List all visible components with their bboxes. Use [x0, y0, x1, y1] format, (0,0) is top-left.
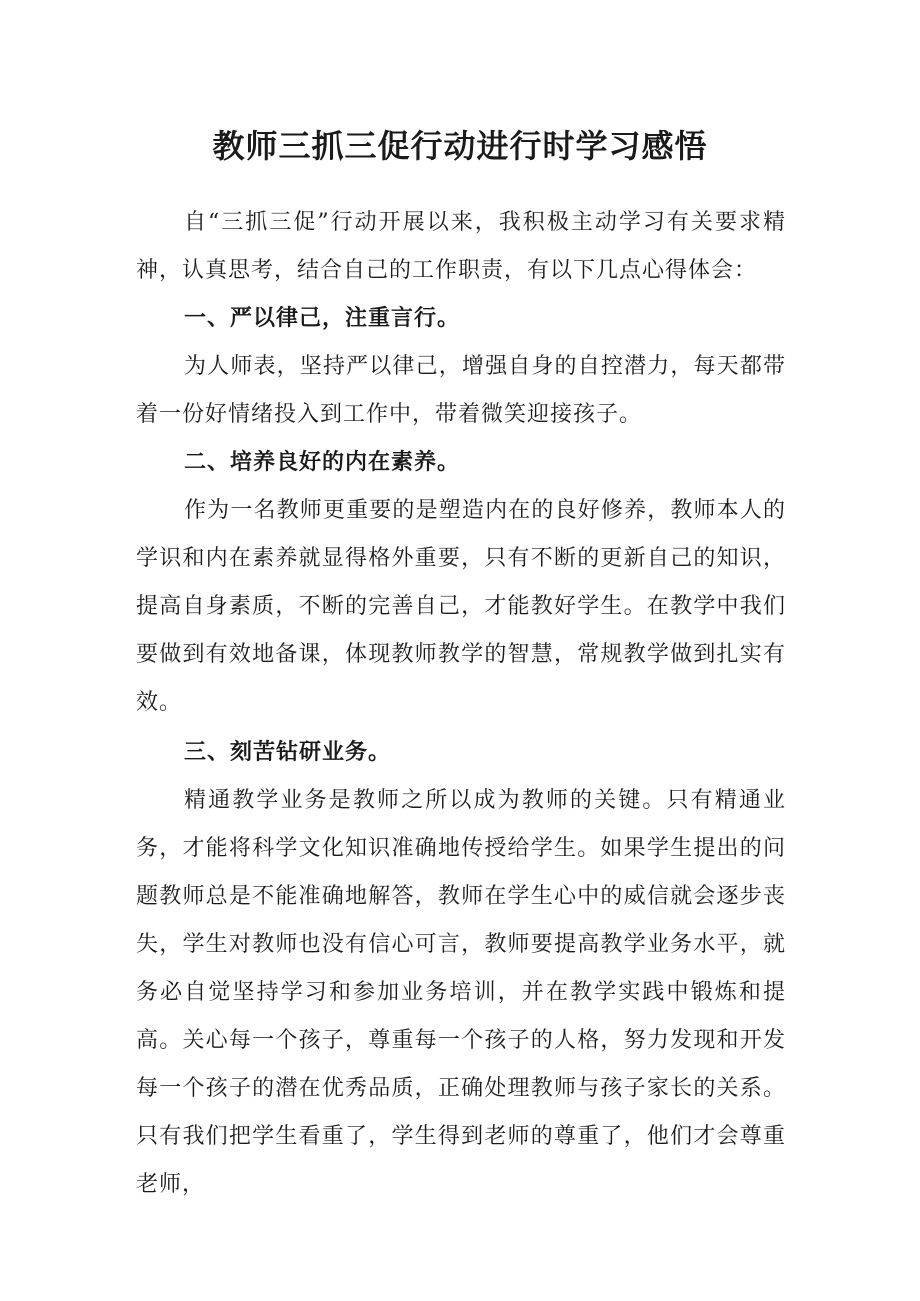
section-heading-1: 一、严以律己，注重言行。 [184, 306, 461, 331]
document-body [136, 199, 786, 1209]
document-title: 教师三抓三促行动进行时学习感悟 [212, 127, 708, 165]
intro-paragraph: 自“三抓三促”行动开展以来，我积极主动学习有关要求精神，认真思考，结合自己的工作职责，有以下几点心得体会： [136, 210, 786, 283]
section-heading-2: 二、培养良好的内在素养。 [184, 450, 461, 475]
section-3-paragraph: 精通教学业务是教师之所以成为教师的关键。只有精通业务，才能将科学文化知识准确地传授给学生。如果学生提出的问题教师总是不能准确地解答，教师在学生心中的威信就会逐步丧失，学生对教师也没有信心可言，教师要提高教学业务水平，就务必自觉坚持学习和参加业务培训，并在教学实践中锻炼和提高。关心每一个孩子，尊重每一个孩子的人格，努力发现和开发每一个孩子的潜在优秀品质，正确处理教师与孩子家长的关系。只有我们把学生看重了，学生得到老师的尊重了，他们才会尊重老师， [136, 788, 786, 1197]
section-1-paragraph: 为人师表，坚持严以律己，增强自身的自控潜力，每天都带着一份好情绪投入到工作中，带着微笑迎接孩子。 [136, 354, 786, 427]
section-2-paragraph: 作为一名教师更重要的是塑造内在的良好修养，教师本人的学识和内在素养就显得格外重要，只有不断的更新自己的知识，提高自身素质，不断的完善自己，才能教好学生。在教学中我们要做到有效地备课，体现教师教学的智慧，常规教学做到扎实有效。 [136, 498, 786, 715]
section-heading-3: 三、刻苦钻研业务。 [184, 740, 392, 765]
